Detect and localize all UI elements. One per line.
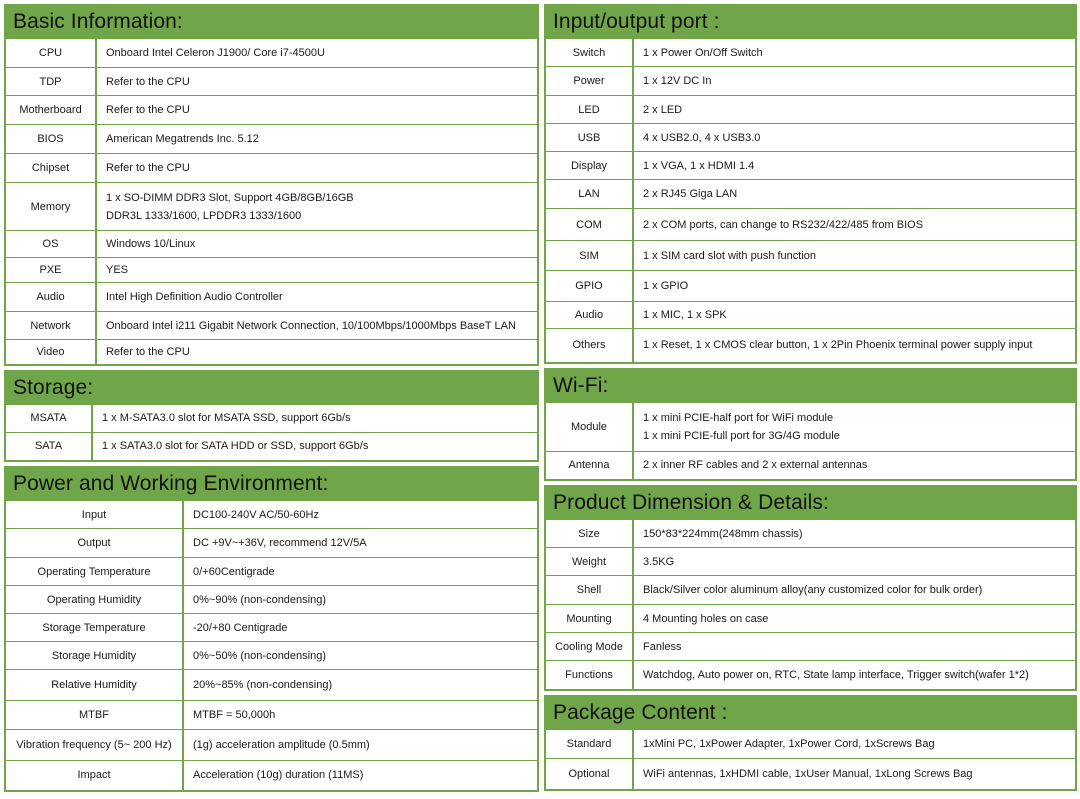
spec-label: LAN (546, 180, 633, 209)
spec-value-line: DC +9V~+36V, recommend 12V/5A (193, 537, 367, 549)
spec-value (96, 340, 537, 364)
spec-value-line: 0/+60Centigrade (193, 565, 275, 578)
spec-row (6, 154, 537, 183)
spec-value (96, 283, 537, 312)
spec-table (6, 500, 537, 790)
spec-row (6, 404, 537, 432)
spec-value (96, 183, 537, 231)
spec-label: Standard (546, 729, 633, 758)
spec-label: Memory (6, 183, 96, 231)
spec-row (6, 312, 537, 340)
spec-label: Others (546, 329, 633, 362)
spec-row (6, 68, 537, 96)
spec-value (633, 729, 1075, 758)
spec-value (633, 758, 1075, 789)
section-title: Input/output port : (546, 6, 1075, 38)
spec-value (633, 124, 1075, 152)
spec-label: Functions (546, 661, 633, 689)
spec-table (546, 402, 1075, 480)
spec-value-line: Refer to the CPU (106, 162, 190, 174)
spec-label: Module (546, 402, 633, 451)
spec-label: Cooling Mode (546, 633, 633, 661)
spec-table (546, 38, 1075, 362)
section-title: Basic Information: (6, 6, 537, 38)
spec-row (6, 432, 537, 460)
spec-value-line: Watchdog, Auto power on, RTC, State lamp interface, Trigger switch(wafer 1*2) (643, 668, 1029, 681)
spec-value-line: 2 x COM ports, can change to RS232/422/485 from BIOS (643, 218, 924, 231)
spec-table (546, 729, 1075, 790)
spec-row (6, 529, 537, 558)
spec-value-line: 3.5KG (643, 555, 675, 568)
spec-label: Storage Humidity (6, 642, 183, 670)
spec-value (96, 125, 537, 154)
spec-value (633, 152, 1075, 180)
spec-label: Input (6, 501, 183, 529)
spec-label: SIM (546, 241, 633, 271)
spec-label: Chipset (6, 154, 96, 183)
spec-value (183, 730, 537, 761)
spec-row (6, 231, 537, 258)
spec-value-line: Acceleration (10g) duration (11MS) (193, 769, 364, 782)
spec-value (633, 633, 1075, 661)
spec-value-line: American Megatrends Inc. 5.12 (106, 133, 259, 145)
spec-table (6, 38, 537, 364)
spec-value (96, 96, 537, 125)
spec-value (96, 258, 537, 283)
spec-value-line: 1 x mini PCIE-half port for WiFi module (643, 411, 834, 424)
spec-row (546, 180, 1075, 209)
spec-value-line: 1 x 12V DC In (643, 75, 712, 87)
spec-label: Vibration frequency (5~ 200 Hz) (6, 730, 183, 761)
spec-label: SATA (6, 432, 92, 460)
spec-row (546, 520, 1075, 548)
spec-row (6, 642, 537, 670)
spec-label: Audio (6, 283, 96, 312)
spec-value-line: 1 x SO-DIMM DDR3 Slot, Support 4GB/8GB/16GB (106, 191, 354, 204)
section-title: Wi-Fi: (546, 370, 1075, 402)
spec-value (633, 302, 1075, 329)
spec-label: PXE (6, 258, 96, 283)
spec-label: Output (6, 529, 183, 558)
spec-row (6, 340, 537, 364)
spec-row (546, 451, 1075, 479)
spec-label: Audio (546, 302, 633, 329)
spec-row (6, 730, 537, 761)
spec-value-line: DDR3L 1333/1600, LPDDR3 1333/1600 (106, 209, 302, 222)
spec-value (92, 404, 537, 432)
spec-label: BIOS (6, 125, 96, 154)
spec-row (6, 558, 537, 586)
spec-value-line: 2 x inner RF cables and 2 x external antennas (643, 459, 868, 472)
spec-value (96, 68, 537, 96)
spec-row (546, 209, 1075, 241)
spec-value (633, 271, 1075, 302)
spec-label: Mounting (546, 605, 633, 633)
spec-label: Operating Temperature (6, 558, 183, 586)
spec-value (633, 402, 1075, 451)
spec-label: GPIO (546, 271, 633, 302)
spec-row (6, 183, 537, 231)
spec-value-line: YES (106, 264, 129, 276)
spec-value-line: 1 x GPIO (643, 280, 689, 292)
spec-row (546, 67, 1075, 96)
spec-row (6, 670, 537, 701)
section-title: Storage: (6, 372, 537, 404)
spec-value-line: Windows 10/Linux (106, 238, 196, 250)
spec-row (6, 258, 537, 283)
spec-value-line: DC100-240V AC/50-60Hz (193, 508, 319, 521)
spec-value-line: Refer to the CPU (106, 104, 190, 116)
spec-label: Motherboard (6, 96, 96, 125)
spec-row (546, 633, 1075, 661)
spec-value-line: 0%~50% (non-condensing) (193, 649, 327, 662)
spec-row (546, 241, 1075, 271)
spec-label: LED (546, 96, 633, 124)
spec-label: CPU (6, 39, 96, 68)
spec-row (546, 329, 1075, 362)
spec-label: Relative Humidity (6, 670, 183, 701)
spec-value-line: 1 x Reset, 1 x CMOS clear button, 1 x 2Pin Phoenix terminal power supply input (643, 339, 1033, 352)
spec-label: COM (546, 209, 633, 241)
package-section (544, 695, 1077, 792)
spec-value-line: Intel High Definition Audio Controller (106, 291, 283, 303)
spec-value-line: WiFi antennas, 1xHDMI cable, 1xUser Manual, 1xLong Screws Bag (643, 767, 973, 780)
spec-value-line: 1 x SATA3.0 slot for SATA HDD or SSD, support 6Gb/s (102, 440, 369, 453)
spec-value (633, 661, 1075, 689)
spec-value (96, 154, 537, 183)
spec-row (6, 283, 537, 312)
spec-row (546, 548, 1075, 576)
spec-row (546, 576, 1075, 605)
spec-label: OS (6, 231, 96, 258)
spec-value (96, 231, 537, 258)
spec-value-line: MTBF = 50,000h (193, 709, 276, 721)
spec-value (183, 701, 537, 730)
spec-row (6, 761, 537, 790)
section-title: Power and Working Environment: (6, 468, 537, 500)
spec-value-line: Onboard Intel i211 Gigabit Network Connection, 10/100Mbps/1000Mbps BaseT LAN (106, 319, 516, 332)
spec-value (633, 180, 1075, 209)
wifi-section (544, 368, 1077, 482)
basic-information-section (4, 4, 539, 366)
spec-row (546, 39, 1075, 67)
spec-row (546, 758, 1075, 789)
spec-value (183, 761, 537, 790)
spec-label: Switch (546, 39, 633, 67)
spec-row (546, 271, 1075, 302)
spec-value (96, 312, 537, 340)
spec-value (633, 209, 1075, 241)
spec-value (633, 67, 1075, 96)
section-title: Product Dimension & Details: (546, 487, 1075, 519)
spec-row (546, 152, 1075, 180)
right-column (544, 4, 1077, 795)
spec-value-line: 150*83*224mm(248mm chassis) (643, 527, 803, 540)
spec-label: Operating Humidity (6, 586, 183, 614)
spec-value-line: -20/+80 Centigrade (193, 621, 288, 634)
spec-label: Shell (546, 576, 633, 605)
spec-value (633, 96, 1075, 124)
spec-label: Power (546, 67, 633, 96)
spec-value-line: 1 x mini PCIE-full port for 3G/4G module (643, 429, 840, 442)
spec-label: TDP (6, 68, 96, 96)
spec-value-line: (1g) acceleration amplitude (0.5mm) (193, 739, 370, 751)
spec-value-line: 1 x Power On/Off Switch (643, 46, 763, 59)
spec-row (6, 501, 537, 529)
dimension-section (544, 485, 1077, 691)
spec-value-line: Refer to the CPU (106, 345, 190, 358)
spec-label: USB (546, 124, 633, 152)
spec-row (546, 124, 1075, 152)
spec-value-line: 20%~85% (non-condensing) (193, 679, 333, 691)
spec-value-line: 1 x VGA, 1 x HDMI 1.4 (643, 159, 755, 172)
spec-value (92, 432, 537, 460)
spec-label: MSATA (6, 404, 92, 432)
spec-table (6, 404, 537, 461)
spec-value (183, 670, 537, 701)
spec-value-line: 1 x SIM card slot with push function (643, 249, 817, 262)
spec-row (6, 586, 537, 614)
spec-row (546, 96, 1075, 124)
spec-value (633, 576, 1075, 605)
spec-label: Display (546, 152, 633, 180)
spec-row (6, 125, 537, 154)
spec-label: Network (6, 312, 96, 340)
spec-value-line: 4 Mounting holes on case (643, 612, 769, 625)
spec-value (633, 329, 1075, 362)
spec-value-line: Onboard Intel Celeron J1900/ Core i7-4500U (106, 47, 325, 59)
spec-label: Impact (6, 761, 183, 790)
spec-value (183, 529, 537, 558)
spec-value-line: Fanless (643, 640, 682, 653)
spec-row (6, 701, 537, 730)
spec-value (633, 520, 1075, 548)
left-column (4, 4, 539, 796)
spec-value (183, 501, 537, 529)
spec-row (546, 605, 1075, 633)
power-environment-section (4, 466, 539, 792)
io-ports-section (544, 4, 1077, 364)
spec-value (183, 586, 537, 614)
spec-value-line: 2 x RJ45 Giga LAN (643, 188, 738, 200)
spec-label: Video (6, 340, 96, 364)
spec-value-line: Black/Silver color aluminum alloy(any customized color for bulk order) (643, 584, 983, 596)
spec-value (183, 642, 537, 670)
spec-value (633, 241, 1075, 271)
spec-value-line: 4 x USB2.0, 4 x USB3.0 (643, 131, 761, 144)
spec-label: Size (546, 520, 633, 548)
spec-label: Weight (546, 548, 633, 576)
storage-section (4, 370, 539, 463)
spec-value (96, 39, 537, 68)
spec-row (6, 39, 537, 68)
spec-row (6, 96, 537, 125)
spec-value (633, 39, 1075, 67)
spec-value-line: 0%~90% (non-condensing) (193, 593, 327, 606)
spec-value-line: 1 x MIC, 1 x SPK (643, 309, 727, 321)
spec-label: MTBF (6, 701, 183, 730)
spec-value-line: 2 x LED (643, 103, 683, 116)
spec-label: Antenna (546, 451, 633, 479)
spec-value (633, 451, 1075, 479)
spec-value-line: 1 x M-SATA3.0 slot for MSATA SSD, support 6Gb/s (102, 412, 351, 424)
spec-value (633, 548, 1075, 576)
spec-row (546, 302, 1075, 329)
spec-row (6, 614, 537, 642)
spec-value-line: Refer to the CPU (106, 75, 190, 88)
spec-value (183, 614, 537, 642)
spec-row (546, 402, 1075, 451)
spec-label: Optional (546, 758, 633, 789)
spec-row (546, 661, 1075, 689)
spec-table (546, 519, 1075, 689)
spec-value-line: 1xMini PC, 1xPower Adapter, 1xPower Cord, 1xScrews Bag (643, 737, 935, 750)
spec-label: Storage Temperature (6, 614, 183, 642)
spec-row (546, 729, 1075, 758)
spec-value (183, 558, 537, 586)
section-title: Package Content : (546, 697, 1075, 729)
spec-value (633, 605, 1075, 633)
